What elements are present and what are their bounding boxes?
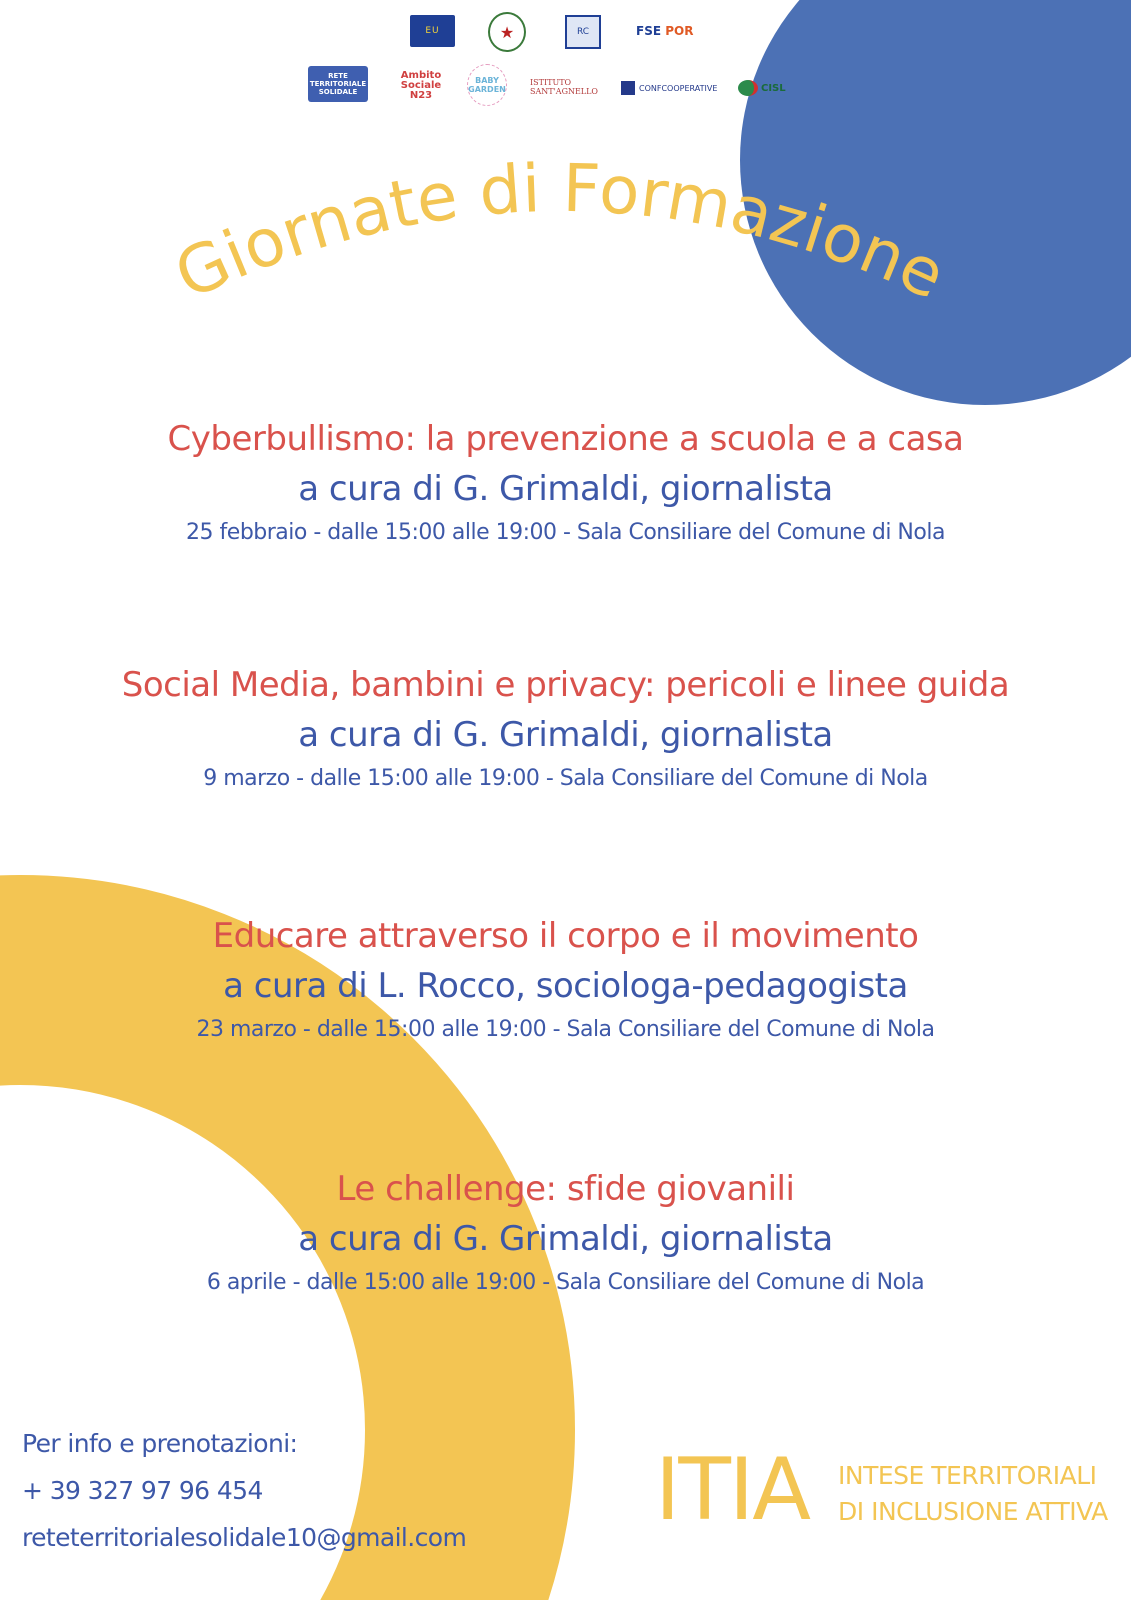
event-title: Social Media, bambini e privacy: pericoli e linee guida bbox=[121, 665, 1010, 705]
event-details: 6 aprile - dalle 15:00 alle 19:00 - Sala Consiliare del Comune di Nola bbox=[206, 1270, 925, 1295]
baby-garden-logo: BABY GARDEN bbox=[467, 64, 507, 106]
fse-logo: FSE POR bbox=[636, 24, 694, 38]
page-title: Giornate di Formazione bbox=[163, 149, 957, 315]
event-details: 9 marzo - dalle 15:00 alle 19:00 - Sala Consiliare del Comune di Nola bbox=[203, 766, 928, 791]
istituto-santagnello-logo: ISTITUTO SANT'AGNELLO bbox=[530, 78, 598, 96]
contact-email[interactable]: reteterritorialesolidale10@gmail.com bbox=[22, 1523, 467, 1552]
itia-subtitle-line1: INTESE TERRITORIALI bbox=[838, 1461, 1097, 1490]
ambito-sociale-logo: Ambito Sociale N23 bbox=[400, 70, 442, 101]
itia-logo-subtitle bbox=[838, 1458, 1108, 1530]
event-speaker: a cura di L. Rocco, sociologa-pedagogista bbox=[223, 966, 908, 1006]
itia-subtitle-line2: DI INCLUSIONE ATTIVA bbox=[838, 1497, 1108, 1526]
italian-republic-emblem: ★ bbox=[488, 12, 526, 52]
confcooperative-logo: CONFCOOPERATIVE bbox=[621, 74, 725, 102]
event-title: Educare attraverso il corpo e il movimento bbox=[212, 916, 919, 956]
event-speaker: a cura di G. Grimaldi, giornalista bbox=[298, 1219, 833, 1259]
cisl-logo: CISL bbox=[738, 74, 816, 102]
event-details: 25 febbraio - dalle 15:00 alle 19:00 - Sala Consiliare del Comune di Nola bbox=[186, 520, 945, 545]
itia-logo-mark: ITIA bbox=[655, 1440, 810, 1540]
event-block bbox=[0, 1168, 1131, 1298]
eu-flag-logo: EU bbox=[410, 15, 455, 47]
event-title: Cyberbullismo: la prevenzione a scuola e a casa bbox=[167, 419, 964, 459]
rete-territoriale-logo: RETE TERRITORIALE SOLIDALE bbox=[308, 66, 368, 102]
event-details: 23 marzo - dalle 15:00 alle 19:00 - Sala Consiliare del Comune di Nola bbox=[196, 1017, 935, 1042]
contact-phone[interactable]: + 39 327 97 96 454 bbox=[22, 1476, 263, 1505]
event-block bbox=[0, 418, 1131, 548]
contact-info bbox=[22, 1420, 466, 1561]
title-arc bbox=[0, 0, 1131, 400]
contact-heading: Per info e prenotazioni: bbox=[22, 1429, 298, 1458]
event-speaker: a cura di G. Grimaldi, giornalista bbox=[298, 715, 833, 755]
event-block bbox=[0, 664, 1131, 794]
regione-campania-logo: RC bbox=[565, 15, 601, 49]
event-block bbox=[0, 915, 1131, 1045]
event-speaker: a cura di G. Grimaldi, giornalista bbox=[298, 469, 833, 509]
event-title: Le challenge: sfide giovanili bbox=[336, 1169, 795, 1209]
